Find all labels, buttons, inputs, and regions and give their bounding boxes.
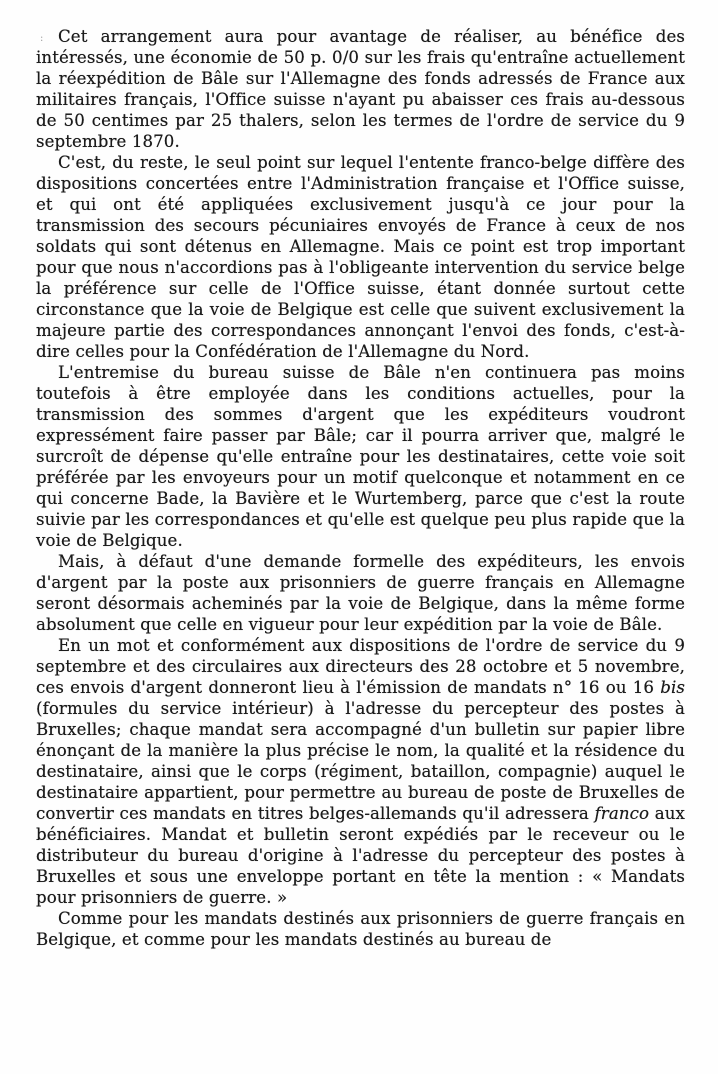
body-text: (formules du service intérieur) à l'adresse du percepteur des postes à Bruxelles; chaque mandat sera accompagné d'un bulletin sur papier libre énonçant de la manière la plus précise le nom, la qualité et la résidence du destinataire, ainsi que le corps (régiment, bataillon, compagnie) auquel le destinataire appartient, pour permettre au bureau de poste de Bruxelles de convertir ces mandats en titres belges-allemands qu'il adressera — [36, 699, 685, 823]
body-text: aux bénéficiaires. Mandat et bulletin seront expédiés par le receveur ou le distributeur du bureau d'origine à l'adresse du percepteur des postes à Bruxelles et sous une enveloppe portant en tête la mention : « Mandats pour prisonniers de guerre. » — [36, 804, 685, 907]
body-text: En un mot et conformément aux dispositions de l'ordre de service du 9 septembre et des circulaires aux directeurs des 28 octobre et 5 novembre, ces envois d'argent donneront lieu à l'émission de mandats n° 16 ou 16 — [36, 636, 685, 697]
paragraph — [36, 551, 685, 635]
body-text: Cet arrangement aura pour avantage de réaliser, au bénéfice des intéressés, une économie de 50 p. 0/0 sur les frais qu'entraîne actuellement la réexpédition de Bâle sur l'Allemagne des fonds adressés de France aux militaires français, l'Office suisse n'ayant pu abaisser ces frais au-dessous de 50 centimes par 25 thalers, selon les termes de l'ordre de service du 9 septembre 1870. — [36, 27, 685, 151]
text-block — [36, 26, 685, 950]
paragraph — [36, 26, 685, 152]
scan-speck: : — [40, 33, 44, 44]
body-text: Mais, à défaut d'une demande formelle des expéditeurs, les envois d'argent par la poste aux prisonniers de guerre français en Allemagne seront désormais acheminés par la voie de Belgique, dans la même forme absolument que celle en vigueur pour leur expédition par la voie de Bâle. — [36, 552, 685, 634]
italic-text: bis — [660, 678, 685, 697]
paragraph — [36, 152, 685, 362]
paragraph — [36, 635, 685, 908]
paragraph — [36, 362, 685, 551]
body-text: L'entremise du bureau suisse de Bâle n'en continuera pas moins toutefois à être employée dans les conditions actuelles, pour la transmission des sommes d'argent que les expéditeurs voudront expressément faire passer par Bâle; car il pourra arriver que, malgré le surcroît de dépense qu'elle entraîne pour les destinataires, cette voie soit préférée par les envoyeurs pour un motif quelconque et notamment en ce qui concerne Bade, la Bavière et le Wurtemberg, parce que c'est la route suivie par les correspondances et qu'elle est quelque peu plus rapide que la voie de Belgique. — [36, 363, 685, 550]
italic-text: franco — [594, 804, 650, 823]
body-text: C'est, du reste, le seul point sur lequel l'entente franco-belge diffère des dispositions concertées entre l'Administration française et l'Office suisse, et qui ont été appliquées exclusivement jusqu'à ce jour pour la transmission des secours pécuniaires envoyés de France à ceux de nos soldats qui sont détenus en Allemagne. Mais ce point est trop important pour que nous n'accordions pas à l'obligeante intervention du service belge la préférence sur celle de l'Office suisse, étant donnée surtout cette circonstance que la voie de Belgique est celle que suivent exclusivement la majeure partie des correspondances annonçant l'envoi des fonds, c'est-à-dire celles pour la Confédération de l'Allemagne du Nord. — [36, 153, 685, 361]
paragraph — [36, 908, 685, 950]
body-text: Comme pour les mandats destinés aux prisonniers de guerre français en Belgique, et comme pour les mandats destinés au bureau de — [36, 909, 685, 949]
